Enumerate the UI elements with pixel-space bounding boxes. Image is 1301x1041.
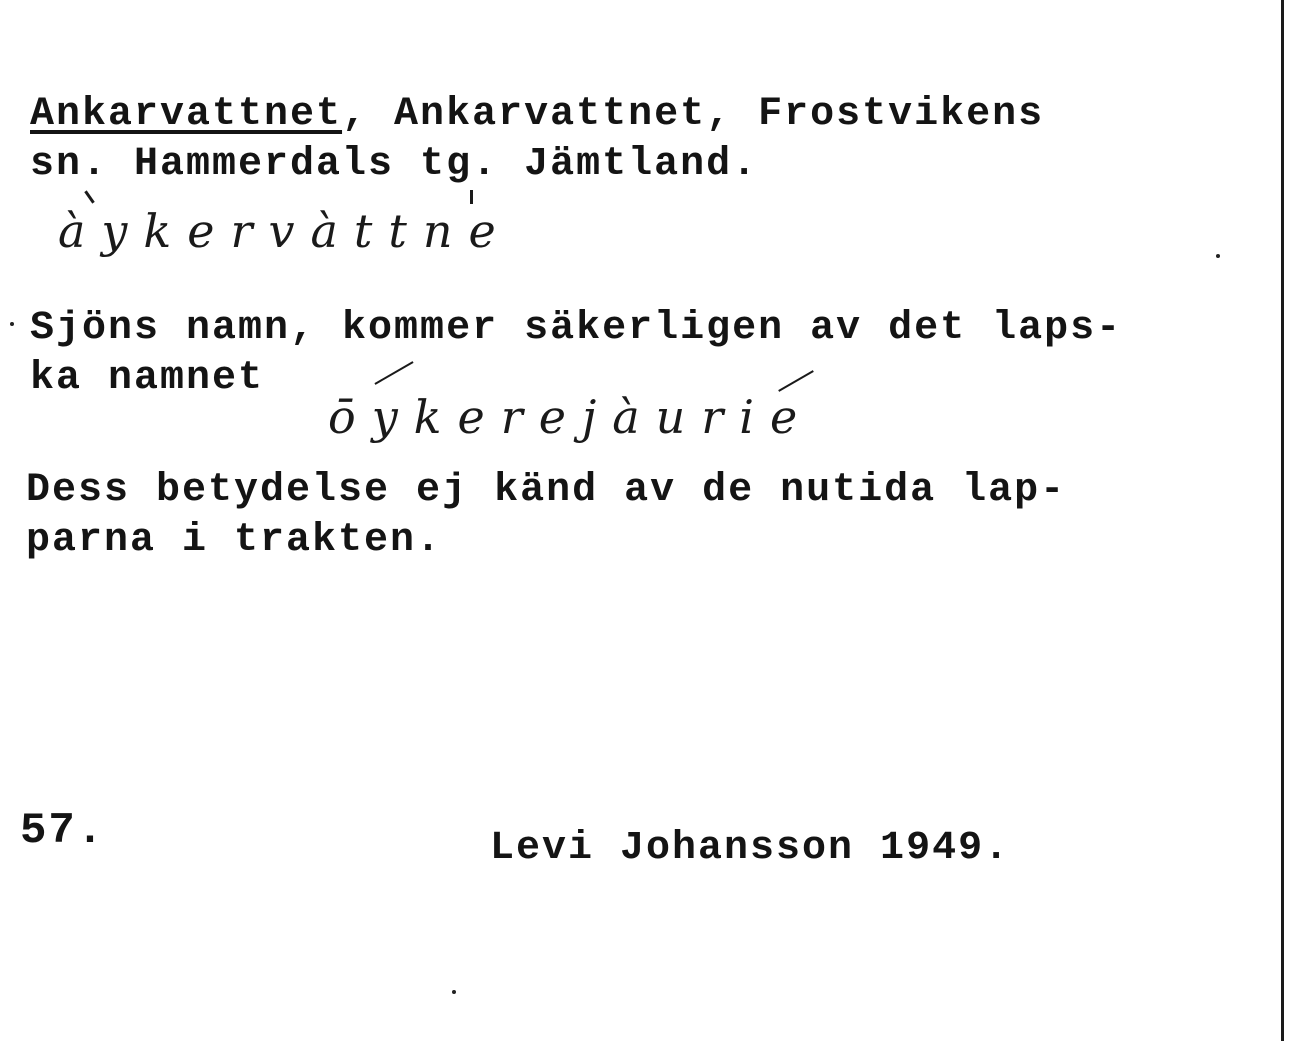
handwritten-pronunciation-2: ōykerejàurie xyxy=(328,390,814,444)
paragraph-2-line-1: Dess betydelse ej känd av de nutida lap- xyxy=(26,468,1067,513)
speck xyxy=(452,990,456,994)
paragraph-1-line-1: Sjöns namn, kommer säkerligen av det laps- xyxy=(30,306,1123,351)
card-number: 57. xyxy=(20,806,106,856)
signature: Levi Johansson 1949. xyxy=(490,826,1011,871)
heading-line-1 xyxy=(30,92,1044,138)
heading-line-2: sn. Hammerdals tg. Jämtland. xyxy=(30,142,759,187)
card-edge-line xyxy=(1281,0,1284,1041)
speck xyxy=(10,322,14,326)
handwritten-pronunciation-1: àykervàttne xyxy=(58,204,512,258)
speck xyxy=(1216,254,1220,258)
paragraph-2-line-2: parna i trakten. xyxy=(26,518,443,563)
accent-mark xyxy=(778,370,814,392)
accent-mark xyxy=(470,190,473,204)
paragraph-1-line-2: ka namnet xyxy=(30,356,265,401)
headword: Ankarvattnet xyxy=(30,92,343,137)
accent-mark xyxy=(84,190,94,203)
accent-mark xyxy=(374,361,413,385)
heading-rest: , Ankarvattnet, Frostvikens xyxy=(342,92,1045,137)
